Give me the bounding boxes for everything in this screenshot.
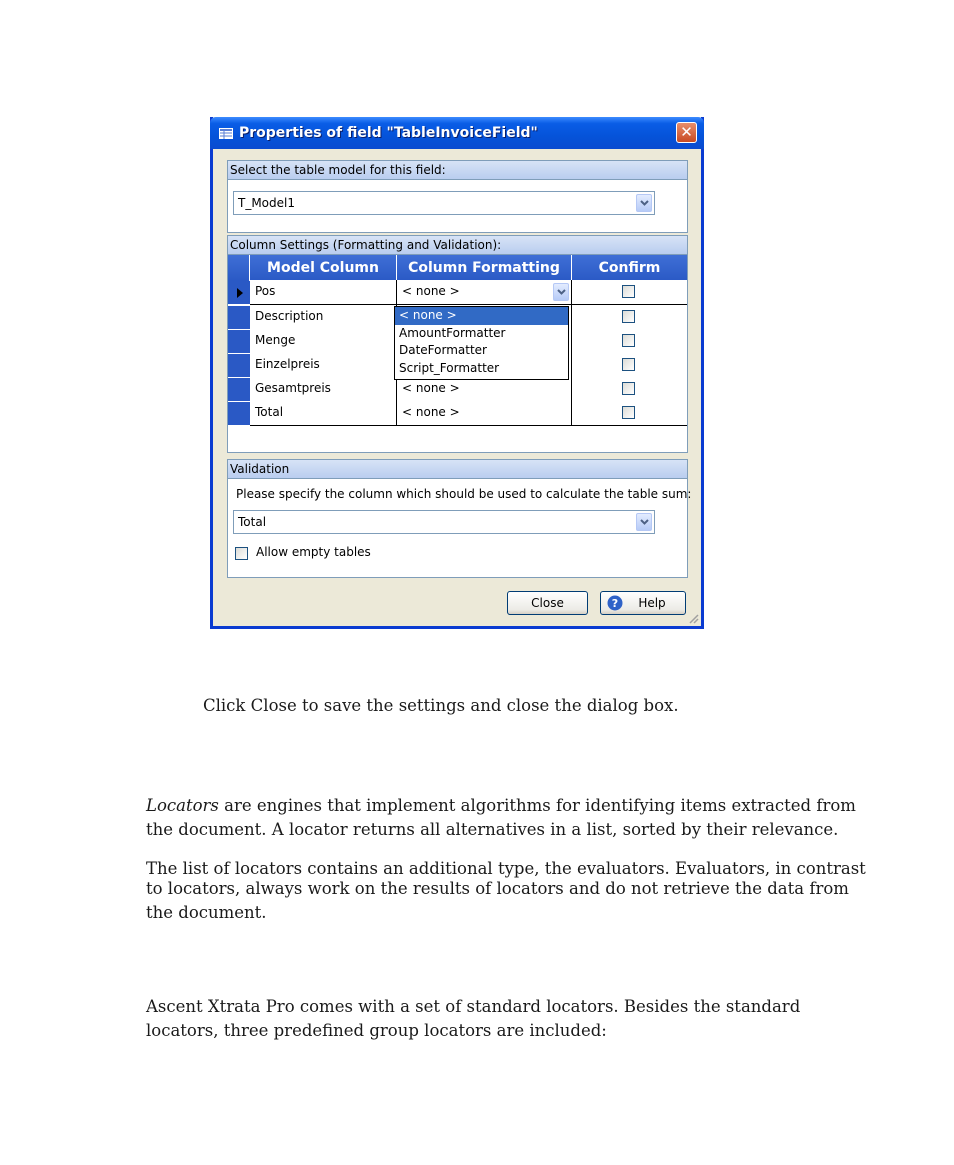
table-model-value: T_Model1	[238, 196, 295, 210]
confirm-checkbox[interactable]	[622, 334, 635, 347]
formatting-value: < none >	[402, 284, 460, 298]
row-selector[interactable]	[228, 306, 250, 330]
allow-empty-tables-label: Allow empty tables	[256, 545, 371, 559]
table-cell-confirm	[572, 377, 687, 402]
close-icon: ✕	[680, 123, 693, 141]
table-cell-formatting[interactable]: < none >	[397, 401, 572, 426]
table-cell-model-column[interactable]: Total	[250, 401, 397, 426]
table-model-heading: Select the table model for this field:	[228, 161, 687, 180]
table-cell-model-column[interactable]: Gesamtpreis	[250, 377, 397, 402]
confirm-checkbox[interactable]	[622, 382, 635, 395]
validation-group	[227, 459, 692, 578]
row-selector[interactable]	[228, 354, 250, 378]
help-icon	[607, 595, 623, 611]
paragraph-text: are engines that implement algorithms for identifying items extracted from	[218, 796, 856, 815]
help-label: Help	[638, 596, 666, 610]
column-settings-heading: Column Settings (Formatting and Validation):	[228, 236, 687, 255]
table-cell-confirm	[572, 353, 687, 378]
allow-empty-tables-checkbox[interactable]	[235, 547, 248, 560]
paragraph-locators-line1	[146, 794, 856, 818]
sum-column-dropdown-button[interactable]	[636, 513, 652, 531]
table-cell-confirm	[572, 401, 687, 426]
row-selector[interactable]	[228, 378, 250, 402]
sum-column-select[interactable]	[233, 510, 655, 534]
column-header-model[interactable]: Model Column	[250, 255, 397, 281]
paragraph-standard-locators-line1: Ascent Xtrata Pro comes with a set of standard locators. Besides the standard	[146, 997, 801, 1016]
table-model-select[interactable]	[233, 191, 655, 215]
chevron-down-icon	[640, 519, 649, 525]
confirm-checkbox[interactable]	[622, 285, 635, 298]
table-cell-confirm	[572, 305, 687, 330]
formatting-dropdown-button[interactable]	[553, 283, 569, 301]
row-selector[interactable]	[228, 330, 250, 354]
formatter-option[interactable]: Script_Formatter	[399, 360, 500, 375]
confirm-checkbox[interactable]	[622, 406, 635, 419]
column-header-confirm[interactable]: Confirm	[572, 255, 687, 281]
step-instruction: Click Close to save the settings and close the dialog box.	[203, 696, 679, 715]
table-cell-model-column[interactable]: Pos	[250, 280, 397, 305]
formatter-option[interactable]: AmountFormatter	[399, 325, 506, 340]
paragraph-evaluators-line1: The list of locators contains an additional type, the evaluators. Evaluators, in contrast	[146, 859, 866, 878]
table-icon	[219, 128, 233, 139]
svg-text:?: ?	[611, 597, 619, 610]
validation-heading: Validation	[228, 460, 687, 479]
table-cell-confirm	[572, 329, 687, 354]
table-cell-formatting[interactable]: < none >	[397, 377, 572, 402]
confirm-checkbox[interactable]	[622, 358, 635, 371]
formatter-dropdown-list	[394, 306, 569, 380]
paragraph-locators-line2: the document. A locator returns all alternatives in a list, sorted by their relevance.	[146, 820, 839, 839]
close-button[interactable]: Close	[507, 591, 588, 615]
table-cell-model-column[interactable]: Einzelpreis	[250, 353, 397, 378]
dialog-title: Properties of field "TableInvoiceField"	[239, 125, 538, 141]
resize-grip-icon[interactable]	[687, 612, 699, 624]
paragraph-standard-locators-line2: locators, three predefined group locators are included:	[146, 1021, 607, 1040]
validation-instruction: Please specify the column which should be used to calculate the table sum:	[236, 487, 692, 501]
help-button[interactable]	[600, 591, 686, 615]
title-bar[interactable]	[210, 117, 704, 149]
close-window-button[interactable]	[676, 122, 697, 143]
table-cell-formatting[interactable]	[397, 280, 572, 305]
column-header-formatting[interactable]: Column Formatting	[397, 255, 572, 281]
table-cell-confirm	[572, 280, 687, 305]
locators-term: Locators	[146, 796, 219, 815]
table-model-group	[227, 160, 688, 233]
formatter-option[interactable]: DateFormatter	[399, 343, 487, 357]
formatter-option[interactable]: < none >	[395, 307, 568, 325]
row-header-corner	[228, 255, 250, 281]
row-selector[interactable]	[228, 402, 250, 426]
chevron-down-icon	[640, 200, 649, 206]
table-cell-model-column[interactable]: Description	[250, 305, 397, 330]
confirm-checkbox[interactable]	[622, 310, 635, 323]
current-row-arrow-icon	[237, 288, 243, 298]
row-selector[interactable]	[228, 281, 250, 305]
sum-column-value: Total	[238, 515, 267, 529]
table-model-dropdown-button[interactable]	[636, 194, 652, 212]
table-cell-model-column[interactable]: Menge	[250, 329, 397, 354]
paragraph-evaluators-line2: to locators, always work on the results of locators and do not retrieve the data from	[146, 879, 849, 898]
chevron-down-icon	[557, 289, 566, 295]
paragraph-evaluators-line3: the document.	[146, 903, 267, 922]
